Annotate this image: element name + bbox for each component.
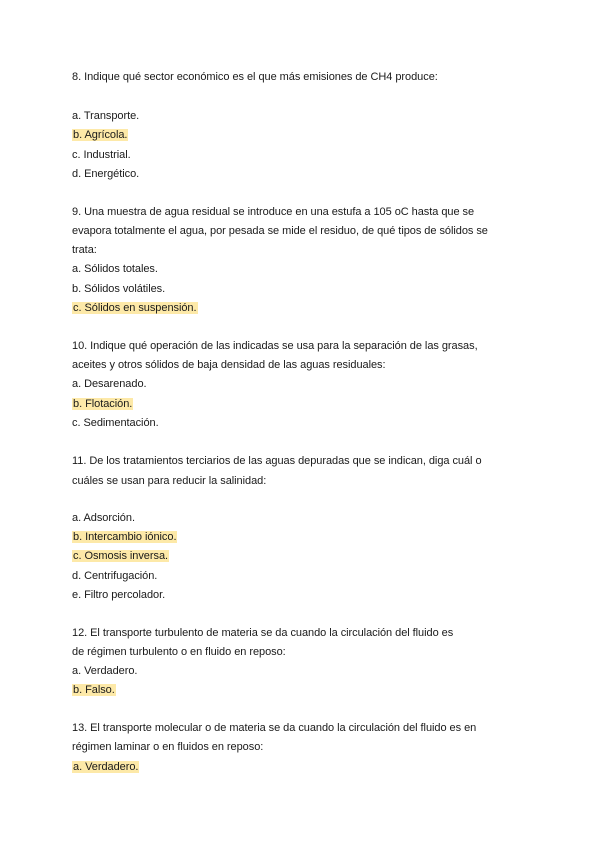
question-8-option-b: b. Agrícola. xyxy=(73,129,128,141)
question-9-option-b: b. Sólidos volátiles. xyxy=(72,283,166,295)
question-11-stem-line-2: cuáles se usan para reducir la salinidad: xyxy=(72,475,267,487)
question-13-option-a: a. Verdadero. xyxy=(73,761,139,773)
question-9-option-c: c. Sólidos en suspensión. xyxy=(73,302,197,314)
question-10-option-c: c. Sedimentación. xyxy=(72,417,159,429)
question-10-stem-line-2: aceites y otros sólidos de baja densidad de las aguas residuales: xyxy=(72,359,386,371)
question-12-option-b: b. Falso. xyxy=(73,684,115,696)
question-11-stem-line-1: 11. De los tratamientos terciarios de las aguas depuradas que se indican, diga cuál o xyxy=(72,455,482,467)
question-11-option-e: e. Filtro percolador. xyxy=(72,589,166,601)
question-8-stem: 8. Indique qué sector económico es el que más emisiones de CH4 produce: xyxy=(72,71,438,83)
question-9-option-a: a. Sólidos totales. xyxy=(72,263,158,275)
question-12-stem-line-2: de régimen turbulento o en fluido en reposo: xyxy=(72,646,286,658)
question-10-option-b: b. Flotación. xyxy=(73,398,133,410)
question-13-stem-line-2: régimen laminar o en fluidos en reposo: xyxy=(72,741,264,753)
question-8-option-a: a. Transporte. xyxy=(72,110,140,122)
question-9-stem-line-1: 9. Una muestra de agua residual se introduce en una estufa a 105 oC hasta que se xyxy=(72,206,475,218)
question-12-stem-line-1: 12. El transporte turbulento de materia se da cuando la circulación del fluido es xyxy=(72,627,454,639)
question-9-stem-line-3: trata: xyxy=(72,244,97,256)
question-10-option-a: a. Desarenado. xyxy=(72,378,147,390)
question-11-option-a: a. Adsorción. xyxy=(72,512,135,524)
question-10-stem-line-1: 10. Indique qué operación de las indicadas se usa para la separación de las grasas, xyxy=(72,340,478,352)
question-9-stem-line-2: evapora totalmente el agua, por pesada se mide el residuo, de qué tipos de sólidos se xyxy=(72,225,488,237)
question-11-option-d: d. Centrifugación. xyxy=(72,570,158,582)
question-11-option-b: b. Intercambio iónico. xyxy=(73,531,177,543)
question-13-stem-line-1: 13. El transporte molecular o de materia se da cuando la circulación del fluido es en xyxy=(72,722,477,734)
question-12-option-a: a. Verdadero. xyxy=(72,665,138,677)
question-11-option-c: c. Osmosis inversa. xyxy=(73,550,169,562)
question-8-option-c: c. Industrial. xyxy=(72,149,131,161)
question-8-option-d: d. Energético. xyxy=(72,168,140,180)
